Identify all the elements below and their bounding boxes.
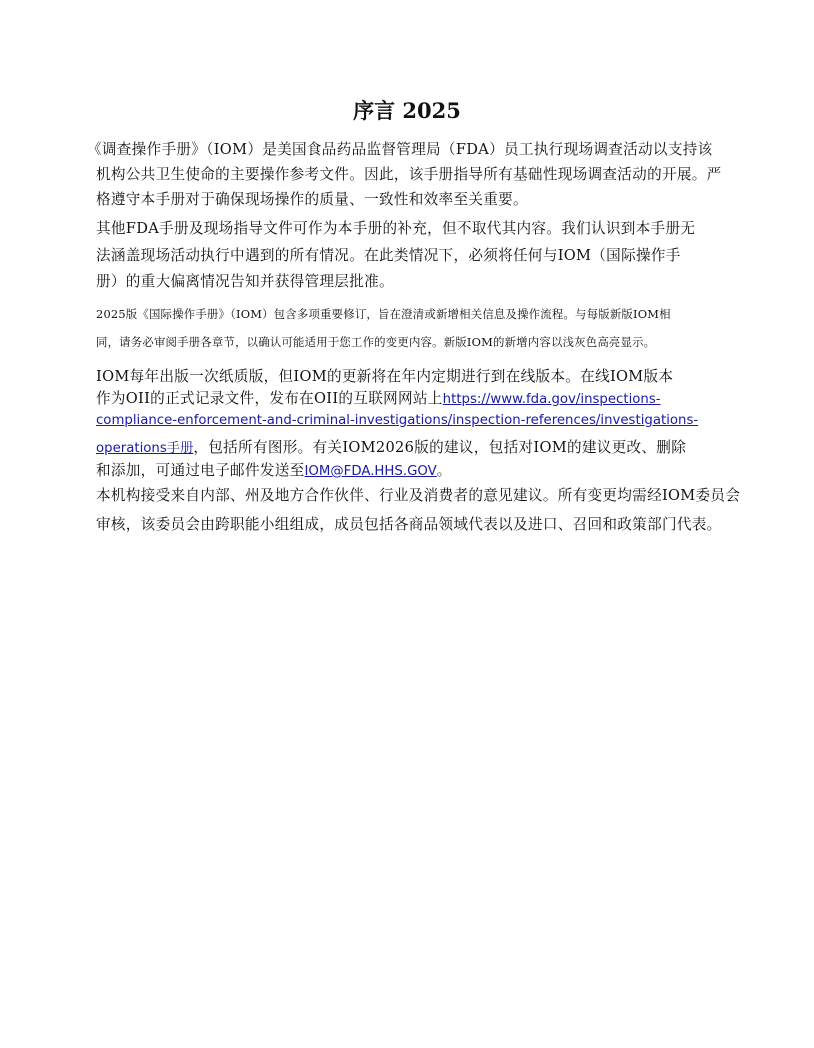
para4-line4-text: ，包括所有图形。有关IOM2026版的建议，包括对IOM的建议更改、删除 — [193, 439, 687, 456]
page-title: 序言 2025 — [353, 98, 461, 123]
para3-line2: 同，请务必审阅手册各章节，以确认可能适用于您工作的变更内容。新版IOM的新增内容以浅灰色高亮显示。 — [96, 335, 656, 349]
para4-line2-text: 作为OII的正式记录文件，发布在OII的互联网网站上 — [96, 390, 443, 407]
para4-line5 — [96, 459, 452, 480]
fda-link-part3[interactable]: operations手册 — [96, 441, 194, 456]
para2-line1: 其他FDA手册及现场指导文件可作为本手册的补充，但不取代其内容。我们认识到本手册无 — [96, 220, 696, 237]
para4-line4 — [96, 436, 686, 457]
para1-line3: 格遵守本手册对于确保现场操作的质量、一致性和效率至关重要。 — [96, 191, 528, 208]
para2-line2: 法涵盖现场活动执行中遇到的所有情况。在此类情况下，必须将任何与IOM（国际操作手 — [96, 247, 681, 264]
para4-line1: IOM每年出版一次纸质版，但IOM的更新将在年内定期进行到在线版本。在线IOM版本 — [96, 368, 674, 385]
para4-line5-end: 。 — [436, 462, 452, 479]
fda-link-part2[interactable]: compliance-enforcement-and-criminal-investigations/inspection-references/investigations- — [96, 413, 699, 428]
para4-line5-text: 和添加，可通过电子邮件发送至 — [96, 462, 305, 479]
para1-line2: 机构公共卫生使命的主要操作参考文件。因此，该手册指导所有基础性现场调查活动的开展。严 — [96, 166, 722, 183]
para4-line2 — [96, 387, 661, 408]
para5-line2: 审核，该委员会由跨职能小组组成，成员包括各商品领域代表以及进口、召回和政策部门代表。 — [96, 516, 722, 533]
email-link[interactable]: IOM@FDA.HHS.GOV — [304, 464, 437, 479]
para1-line1: 《调查操作手册》（IOM）是美国食品药品监督管理局（FDA）员工执行现场调查活动以支持该 — [87, 141, 713, 158]
para2-line3: 册）的重大偏离情况告知并获得管理层批准。 — [96, 273, 394, 290]
para4-line3 — [96, 411, 698, 428]
fda-link-part1[interactable]: https://www.fda.gov/inspections- — [442, 392, 661, 407]
para3-line1: 2025版《国际操作手册》（IOM）包含多项重要修订，旨在澄清或新增相关信息及操作流程。与每版新版IOM相 — [96, 307, 671, 321]
para5-line1: 本机构接受来自内部、州及地方合作伙伴、行业及消费者的意见建议。所有变更均需经IOM委员会 — [96, 487, 741, 504]
